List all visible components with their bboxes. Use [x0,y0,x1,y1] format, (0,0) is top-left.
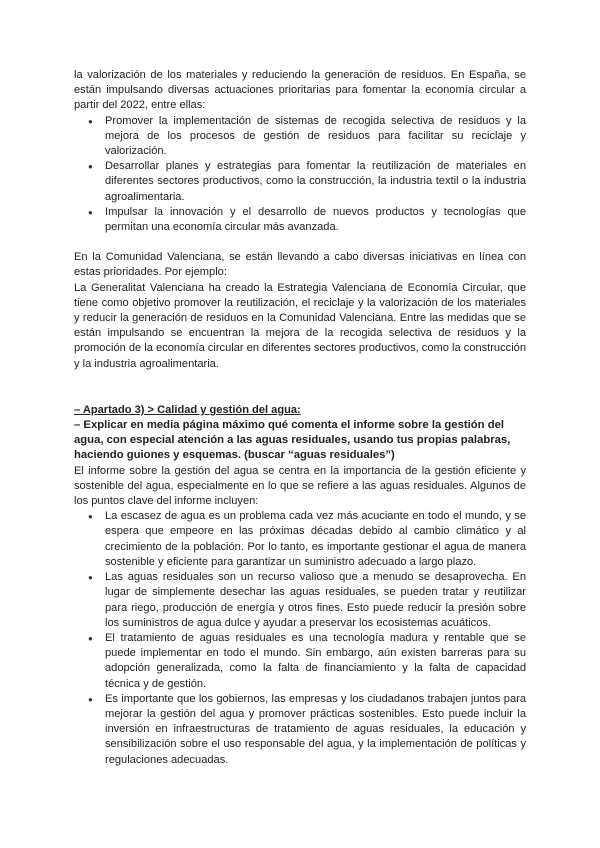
intro-paragraph: la valorización de los materiales y reduciendo la generación de residuos. En España, se están impulsando diversas actuaciones prioritarias para fomentar la economía circular a partir del 2022, entre ellas: [74,69,526,112]
list-item: ● Desarrollar planes y estrategias para fomentar la reutilización de materiales en diferentes sectores productivos, como la construcción, la industria textil o la industria agroalimentaria. [74,159,526,205]
spacer [74,235,526,250]
list-item: ● Es importante que los gobiernos, las empresas y los ciudadanos trabajen juntos para mejorar la gestión del agua y promover prácticas sostenibles. Esto puede incluir la inversión en infraestructuras de tratamiento de aguas residuales, la educación y sensibilización sobre el uso responsable del agua, y la implementación de políticas y regulaciones adecuadas. [74,692,526,768]
spacer [74,372,526,403]
list-item: ● Las aguas residuales son un recurso valioso que a menudo se desaprovecha. En lugar de simplemente desechar las aguas residuales, se pueden tratar y reutilizar para riego, producción de energía y otros fines. Esto puede reducir la presión sobre los suministros de agua dulce y ayudar a preservar los ecosistemas acuáticos. [74,570,526,631]
section-subheading: – Explicar en media página máximo qué comenta el informe sobre la gestión del agua, con especial atención a las aguas residuales, usando tus propias palabras, haciendo guiones y esquemas. (buscar “aguas residuales”) [74,419,511,462]
water-intro-paragraph: El informe sobre la gestión del agua se centra en la importancia de la gestión eficiente y sostenible del agua, especialmente en lo que se refiere a las aguas residuales. Algunos de los puntos clave del informe incluyen: [74,464,526,508]
water-key-points-list [74,509,526,767]
document-page [74,68,526,768]
list-item: ● La escasez de agua es un problema cada vez más acuciante en todo el mundo, y se espera que empeore en las próximas décadas debido al cambio climático y al crecimiento de la población. Por lo tanto, es importante gestionar el agua de manera sostenible y eficiente para garantizar un suministro adecuado a largo plazo. [74,509,526,570]
list-item: ● Promover la implementación de sistemas de recogida selectiva de residuos y la mejora de los procesos de gestión de residuos para facilitar su reciclaje y valorización. [74,114,526,160]
cv-paragraph-detail: La Generalitat Valenciana ha creado la Estrategia Valenciana de Economía Circular, que tiene como objetivo promover la reutilización, el reciclaje y la valorización de los materiales y reducir la generación de residuos en la Comunidad Valenciana. Entre las medidas que se están impulsando se encuentran la mejora de la recogida selectiva de residuos y la promoción de la economía circular en diferentes sectores productivos, como la construcción y la industria agroalimentaria. [74,281,526,370]
priority-actions-list [74,114,526,236]
section-heading: – Apartado 3) > Calidad y gestión del agua: [74,403,301,416]
cv-paragraph-intro: En la Comunidad Valenciana, se están llevando a cabo diversas iniciativas en línea con estas prioridades. Por ejemplo: [74,251,526,279]
list-item: ● El tratamiento de aguas residuales es una tecnología madura y rentable que se puede implementar en todo el mundo. Sin embargo, aún existen barreras para su adopción generalizada, como la falta de financiamiento y la falta de capacidad técnica y de gestión. [74,631,526,692]
list-item: ● Impulsar la innovación y el desarrollo de nuevos productos y tecnologías que permitan una economía circular más avanzada. [74,205,526,235]
